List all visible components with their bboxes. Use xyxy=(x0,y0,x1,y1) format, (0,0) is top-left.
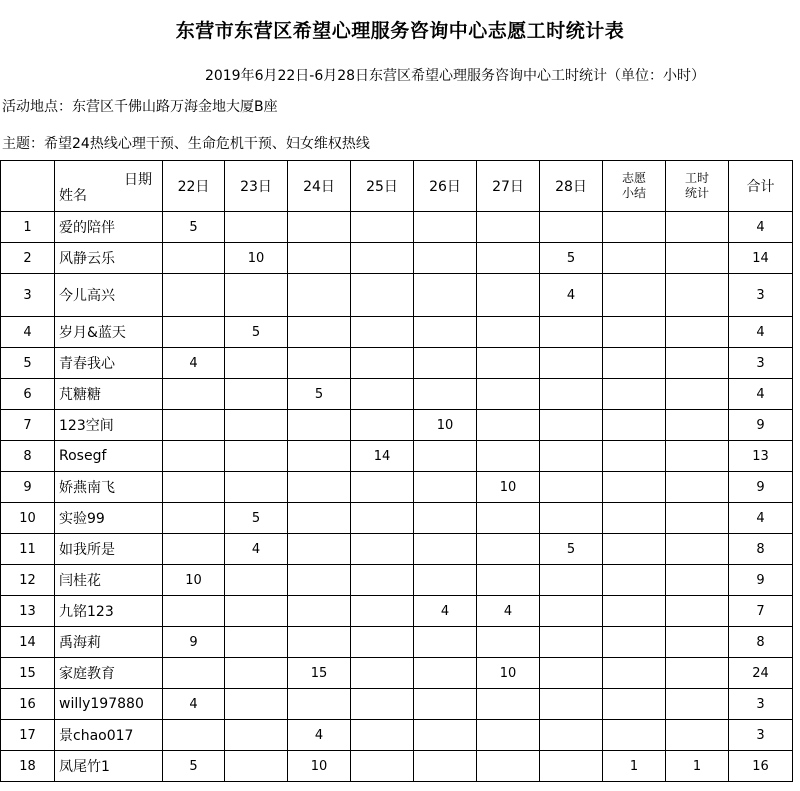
volunteer-name: 123空间 xyxy=(55,410,163,441)
table-row xyxy=(1,658,793,689)
hours-cell xyxy=(603,720,666,751)
hours-cell: 4 xyxy=(477,596,540,627)
volunteer-name: Rosegf xyxy=(55,441,163,472)
hours-cell xyxy=(414,379,477,410)
total-cell: 3 xyxy=(729,689,793,720)
hours-cell xyxy=(163,379,225,410)
hours-cell xyxy=(225,658,288,689)
hours-cell xyxy=(477,534,540,565)
hours-cell xyxy=(351,243,414,274)
header-vol-summary xyxy=(603,161,666,212)
hours-cell xyxy=(666,441,729,472)
hours-cell xyxy=(414,534,477,565)
hours-cell: 15 xyxy=(288,658,351,689)
hours-cell xyxy=(288,212,351,243)
hours-cell xyxy=(288,596,351,627)
volunteer-name: 九铭123 xyxy=(55,596,163,627)
hours-cell: 5 xyxy=(225,503,288,534)
hours-cell: 1 xyxy=(603,751,666,782)
hours-cell xyxy=(288,503,351,534)
hours-cell xyxy=(540,472,603,503)
table-row xyxy=(1,274,793,317)
hours-cell xyxy=(477,348,540,379)
hours-cell xyxy=(414,243,477,274)
hours-cell: 5 xyxy=(163,212,225,243)
hours-cell xyxy=(225,274,288,317)
hours-cell xyxy=(603,596,666,627)
hours-cell xyxy=(603,472,666,503)
hours-cell xyxy=(540,317,603,348)
subtitle: 2019年6月22日-6月28日东营区希望心理服务咨询中心工时统计（单位：小时） xyxy=(204,68,706,84)
volunteer-name: 禹海莉 xyxy=(55,627,163,658)
hours-cell: 10 xyxy=(414,410,477,441)
hours-cell xyxy=(225,596,288,627)
volunteer-name: 爱的陪伴 xyxy=(55,212,163,243)
hours-cell: 4 xyxy=(414,596,477,627)
total-cell: 4 xyxy=(729,503,793,534)
total-cell: 14 xyxy=(729,243,793,274)
header-day: 27日 xyxy=(477,161,540,212)
hours-cell xyxy=(666,627,729,658)
row-number: 12 xyxy=(1,565,55,596)
hours-cell xyxy=(163,410,225,441)
hours-cell xyxy=(414,348,477,379)
row-number: 7 xyxy=(1,410,55,441)
name-label: 姓名 xyxy=(59,188,87,204)
hours-cell xyxy=(666,274,729,317)
hours-cell xyxy=(603,441,666,472)
hours-cell xyxy=(351,689,414,720)
total-cell: 3 xyxy=(729,274,793,317)
hours-cell xyxy=(603,410,666,441)
hours-cell xyxy=(163,274,225,317)
total-cell: 13 xyxy=(729,441,793,472)
hours-cell xyxy=(288,565,351,596)
row-number: 5 xyxy=(1,348,55,379)
hours-cell xyxy=(603,212,666,243)
hours-cell xyxy=(414,627,477,658)
hours-cell: 10 xyxy=(163,565,225,596)
hours-cell xyxy=(225,472,288,503)
table-row xyxy=(1,751,793,782)
hours-cell xyxy=(288,348,351,379)
table-row xyxy=(1,720,793,751)
hours-cell xyxy=(288,441,351,472)
hours-cell xyxy=(540,441,603,472)
hours-cell xyxy=(163,472,225,503)
total-cell: 9 xyxy=(729,565,793,596)
hours-cell xyxy=(288,317,351,348)
table-row xyxy=(1,503,793,534)
hours-cell: 5 xyxy=(540,534,603,565)
hours-cell xyxy=(351,534,414,565)
hours-table xyxy=(0,160,793,782)
hours-cell xyxy=(666,348,729,379)
hours-cell xyxy=(603,627,666,658)
hours-cell xyxy=(540,348,603,379)
volunteer-name: 风静云乐 xyxy=(55,243,163,274)
table-row xyxy=(1,689,793,720)
hours-cell xyxy=(477,720,540,751)
total-cell: 8 xyxy=(729,534,793,565)
row-number: 3 xyxy=(1,274,55,317)
volunteer-name: willy197880 xyxy=(55,689,163,720)
hours-cell xyxy=(477,274,540,317)
total-cell: 16 xyxy=(729,751,793,782)
hours-cell: 5 xyxy=(288,379,351,410)
hours-cell xyxy=(666,503,729,534)
volunteer-name: 如我所是 xyxy=(55,534,163,565)
hours-cell xyxy=(414,317,477,348)
volunteer-name: 青春我心 xyxy=(55,348,163,379)
table-row xyxy=(1,441,793,472)
page-title: 东营市东营区希望心理服务咨询中心志愿工时统计表 xyxy=(175,20,625,42)
hours-cell xyxy=(540,689,603,720)
hours-cell xyxy=(477,317,540,348)
hours-cell xyxy=(540,658,603,689)
volunteer-name: 芃糖糖 xyxy=(55,379,163,410)
hours-cell xyxy=(666,410,729,441)
hours-cell xyxy=(163,441,225,472)
header-day: 24日 xyxy=(288,161,351,212)
hours-cell xyxy=(351,720,414,751)
hours-cell xyxy=(603,317,666,348)
volunteer-name: 景chao017 xyxy=(55,720,163,751)
row-number: 14 xyxy=(1,627,55,658)
hours-cell xyxy=(414,658,477,689)
hours-cell xyxy=(351,274,414,317)
hours-cell xyxy=(540,212,603,243)
date-label: 日期 xyxy=(124,172,152,188)
table-row xyxy=(1,212,793,243)
hours-cell xyxy=(540,596,603,627)
row-number: 9 xyxy=(1,472,55,503)
header-day: 22日 xyxy=(163,161,225,212)
row-number: 17 xyxy=(1,720,55,751)
total-cell: 8 xyxy=(729,627,793,658)
table-row xyxy=(1,317,793,348)
hours-cell xyxy=(666,243,729,274)
hours-cell xyxy=(603,379,666,410)
header-day: 25日 xyxy=(351,161,414,212)
hours-cell xyxy=(225,720,288,751)
hours-cell: 10 xyxy=(477,658,540,689)
volunteer-name: 凤尾竹1 xyxy=(55,751,163,782)
table-row xyxy=(1,472,793,503)
hours-cell xyxy=(414,689,477,720)
total-cell: 9 xyxy=(729,410,793,441)
hours-cell xyxy=(163,596,225,627)
volunteer-name: 闫桂花 xyxy=(55,565,163,596)
vol-summary-line: 志愿 xyxy=(621,171,646,185)
row-number: 16 xyxy=(1,689,55,720)
total-cell: 4 xyxy=(729,212,793,243)
table-row xyxy=(1,379,793,410)
header-day: 28日 xyxy=(540,161,603,212)
hours-stat-line: 统计 xyxy=(684,186,709,200)
hours-cell xyxy=(225,379,288,410)
header-date-name xyxy=(55,161,163,212)
hours-cell xyxy=(225,441,288,472)
hours-cell: 5 xyxy=(540,243,603,274)
hours-cell xyxy=(540,627,603,658)
hours-cell: 5 xyxy=(225,317,288,348)
total-cell: 9 xyxy=(729,472,793,503)
total-cell: 3 xyxy=(729,348,793,379)
volunteer-name: 家庭教育 xyxy=(55,658,163,689)
hours-cell xyxy=(603,503,666,534)
header-row xyxy=(1,161,793,212)
hours-cell xyxy=(540,379,603,410)
hours-cell xyxy=(603,565,666,596)
hours-cell: 1 xyxy=(666,751,729,782)
hours-cell xyxy=(540,751,603,782)
hours-cell xyxy=(603,658,666,689)
header-no xyxy=(1,161,55,212)
hours-cell xyxy=(477,379,540,410)
topic: 主题：希望24热线心理干预、生命危机干预、妇女维权热线 xyxy=(2,136,370,152)
hours-cell xyxy=(414,565,477,596)
hours-cell xyxy=(603,348,666,379)
hours-cell xyxy=(603,274,666,317)
hours-cell xyxy=(288,274,351,317)
hours-cell xyxy=(351,627,414,658)
hours-cell xyxy=(163,658,225,689)
hours-cell xyxy=(666,565,729,596)
row-number: 4 xyxy=(1,317,55,348)
vol-summary-line: 小结 xyxy=(621,186,646,200)
hours-cell xyxy=(477,243,540,274)
total-cell: 3 xyxy=(729,720,793,751)
hours-cell xyxy=(414,751,477,782)
hours-cell xyxy=(666,317,729,348)
hours-cell xyxy=(477,565,540,596)
table-row xyxy=(1,348,793,379)
hours-cell xyxy=(351,503,414,534)
table-row xyxy=(1,534,793,565)
hours-cell xyxy=(477,627,540,658)
row-number: 1 xyxy=(1,212,55,243)
hours-cell xyxy=(477,441,540,472)
hours-cell xyxy=(163,317,225,348)
hours-cell xyxy=(477,212,540,243)
hours-cell: 9 xyxy=(163,627,225,658)
total-cell: 7 xyxy=(729,596,793,627)
hours-cell xyxy=(225,348,288,379)
hours-cell: 4 xyxy=(225,534,288,565)
hours-cell xyxy=(225,627,288,658)
volunteer-name: 实验99 xyxy=(55,503,163,534)
hours-cell xyxy=(477,751,540,782)
hours-cell xyxy=(540,720,603,751)
hours-cell xyxy=(477,410,540,441)
hours-cell xyxy=(163,720,225,751)
table-row xyxy=(1,627,793,658)
row-number: 6 xyxy=(1,379,55,410)
hours-cell xyxy=(351,317,414,348)
row-number: 11 xyxy=(1,534,55,565)
hours-cell xyxy=(414,441,477,472)
hours-cell xyxy=(351,212,414,243)
hours-cell: 5 xyxy=(163,751,225,782)
hours-cell: 10 xyxy=(225,243,288,274)
hours-cell xyxy=(414,472,477,503)
hours-cell xyxy=(414,503,477,534)
hours-cell xyxy=(414,274,477,317)
hours-cell xyxy=(666,689,729,720)
hours-cell xyxy=(288,689,351,720)
hours-cell xyxy=(414,212,477,243)
hours-cell xyxy=(540,565,603,596)
hours-cell xyxy=(163,534,225,565)
table-row xyxy=(1,565,793,596)
volunteer-name: 岁月&蓝天 xyxy=(55,317,163,348)
hours-cell xyxy=(351,658,414,689)
hours-cell xyxy=(225,410,288,441)
row-number: 2 xyxy=(1,243,55,274)
hours-cell xyxy=(666,658,729,689)
hours-cell: 4 xyxy=(163,348,225,379)
hours-stat-line: 工时 xyxy=(684,171,709,185)
row-number: 15 xyxy=(1,658,55,689)
hours-cell: 4 xyxy=(540,274,603,317)
table-row xyxy=(1,596,793,627)
hours-cell: 4 xyxy=(163,689,225,720)
hours-cell: 10 xyxy=(477,472,540,503)
hours-cell xyxy=(351,751,414,782)
hours-cell xyxy=(225,565,288,596)
table-row xyxy=(1,410,793,441)
header-day: 26日 xyxy=(414,161,477,212)
row-number: 10 xyxy=(1,503,55,534)
hours-cell xyxy=(477,689,540,720)
hours-cell xyxy=(351,472,414,503)
row-number: 13 xyxy=(1,596,55,627)
hours-cell xyxy=(540,503,603,534)
hours-cell xyxy=(225,212,288,243)
hours-cell xyxy=(351,565,414,596)
total-cell: 4 xyxy=(729,317,793,348)
hours-cell xyxy=(163,243,225,274)
hours-cell xyxy=(666,720,729,751)
hours-cell xyxy=(603,243,666,274)
hours-cell: 10 xyxy=(288,751,351,782)
hours-cell xyxy=(163,503,225,534)
activity-location: 活动地点：东营区千佛山路万海金地大厦B座 xyxy=(2,99,278,115)
hours-cell xyxy=(666,596,729,627)
hours-cell xyxy=(225,689,288,720)
hours-cell xyxy=(288,534,351,565)
hours-cell xyxy=(351,596,414,627)
hours-cell xyxy=(666,212,729,243)
hours-cell xyxy=(603,534,666,565)
total-cell: 24 xyxy=(729,658,793,689)
header-hours-stat xyxy=(666,161,729,212)
hours-cell xyxy=(414,720,477,751)
hours-cell xyxy=(225,751,288,782)
row-number: 8 xyxy=(1,441,55,472)
header-day: 23日 xyxy=(225,161,288,212)
volunteer-name: 今儿高兴 xyxy=(55,274,163,317)
total-cell: 4 xyxy=(729,379,793,410)
hours-cell xyxy=(666,379,729,410)
header-total: 合计 xyxy=(729,161,793,212)
row-number: 18 xyxy=(1,751,55,782)
hours-cell xyxy=(603,689,666,720)
hours-cell xyxy=(351,379,414,410)
hours-cell xyxy=(666,534,729,565)
hours-cell xyxy=(666,472,729,503)
hours-cell xyxy=(351,348,414,379)
hours-cell xyxy=(288,410,351,441)
hours-cell xyxy=(288,472,351,503)
hours-cell xyxy=(477,503,540,534)
hours-cell xyxy=(351,410,414,441)
hours-cell: 14 xyxy=(351,441,414,472)
volunteer-name: 娇燕南飞 xyxy=(55,472,163,503)
hours-cell xyxy=(288,243,351,274)
hours-cell xyxy=(540,410,603,441)
hours-cell: 4 xyxy=(288,720,351,751)
hours-cell xyxy=(288,627,351,658)
table-row xyxy=(1,243,793,274)
